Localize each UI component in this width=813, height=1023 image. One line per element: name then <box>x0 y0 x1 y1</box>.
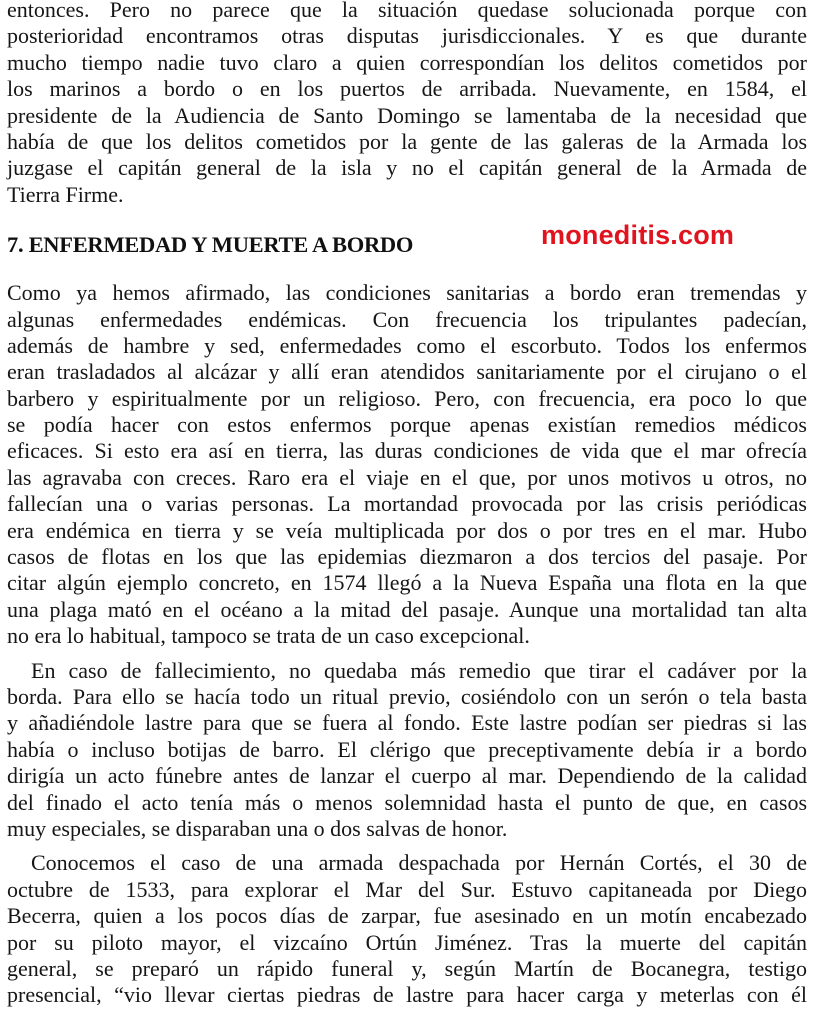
text-line: muy especiales, se disparaban una o dos salvas de honor. <box>7 815 508 841</box>
text-line: borda. Para ello se hacía todo un ritual previo, cosiéndolo con un serón o tela basta <box>7 683 807 709</box>
text-line: casos de flotas en los que las epidemias diezmaron a dos tercios del pasaje. Por <box>7 544 807 570</box>
text-line: eran trasladados al alcázar y allí eran atendidos sanitariamente por el cirujano o el <box>7 359 807 385</box>
paragraph-spacer <box>7 650 807 658</box>
text-line: dirigía un acto fúnebre antes de lanzar el cuerpo al mar. Dependiendo de la calidad <box>7 763 807 789</box>
text-line: se podía hacer con estos enfermos porque apenas existían remedios médicos <box>7 412 807 438</box>
text-line: juzgase el capitán general de la isla y no el capitán general de la Armada de <box>7 155 807 181</box>
paragraph-spacer <box>7 842 807 850</box>
text-line: había o incluso botijas de barro. El clérigo que preceptivamente debía ir a bordo <box>7 736 807 762</box>
text-line: una plaga mató en el océano a la mitad del pasaje. Aunque una mortalidad tan alta <box>7 596 807 622</box>
text-line: por su piloto mayor, el vizcaíno Ortún Jiménez. Tras la muerte del capitán <box>7 929 807 955</box>
watermark-text: moneditis.com <box>541 220 735 250</box>
text-line: no era lo habitual, tampoco se trata de un caso excepcional. <box>7 623 530 649</box>
text-line: eficaces. Si esto era así en tierra, las duras condiciones de vida que el mar ofrecía <box>7 438 807 464</box>
text-line: y añadiéndole lastre para que se fuera al fondo. Este lastre podían ser piedras si las <box>7 710 807 736</box>
text-line: las agravaba con creces. Raro era el viaje en el que, por unos motivos u otros, no <box>7 464 807 490</box>
body-paragraph <box>7 280 807 649</box>
text-line: Tierra Firme. <box>7 181 124 207</box>
text-line: general, se preparó un rápido funeral y, según Martín de Bocanegra, testigo <box>7 955 807 981</box>
text-line: fallecían una o varias personas. La mortandad provocada por las crisis periódicas <box>7 491 807 517</box>
text-line: del finado el acto tenía más o menos solemnidad hasta el punto de que, en casos <box>7 789 807 815</box>
text-line: Conocemos el caso de una armada despachada por Hernán Cortés, el 30 de <box>31 850 807 876</box>
text-line: entonces. Pero no parece que la situación quedase solucionada porque con <box>7 0 807 22</box>
text-line: algunas enfermedades endémicas. Con frecuencia los tripulantes padecían, <box>7 306 807 332</box>
text-line: había de que los delitos cometidos por la gente de las galeras de la Armada los <box>7 128 807 154</box>
intro-paragraph <box>7 0 807 208</box>
section-body <box>7 280 807 1009</box>
document-page <box>7 0 807 1009</box>
body-paragraph <box>7 850 807 1008</box>
section-heading: 7. ENFERMEDAD Y MUERTE A BORDO <box>7 232 414 258</box>
body-paragraph <box>7 658 807 843</box>
text-line: era endémica en tierra y se veía multiplicada por dos o por tres en el mar. Hubo <box>7 517 807 543</box>
text-line: citar algún ejemplo concreto, en 1574 llegó a la Nueva España una flota en la que <box>7 570 807 596</box>
text-line: barbero y espiritualmente por un religioso. Pero, con frecuencia, era poco lo que <box>7 385 807 411</box>
heading-spacer <box>7 258 807 280</box>
text-line: los marinos a bordo o en los puertos de arribada. Nuevamente, en 1584, el <box>7 76 807 102</box>
text-line: además de hambre y sed, enfermedades como el escorbuto. Todos los enfermos <box>7 332 807 358</box>
text-line: presencial, “vio llevar ciertas piedras de lastre para hacer carga y meterlas con él <box>7 982 807 1008</box>
text-line: octubre de 1533, para explorar el Mar del Sur. Estuvo capitaneada por Diego <box>7 876 807 902</box>
text-line: En caso de fallecimiento, no quedaba más remedio que tirar el cadáver por la <box>31 657 807 683</box>
text-line: Como ya hemos afirmado, las condiciones sanitarias a bordo eran tremendas y <box>7 280 807 306</box>
text-line: posterioridad encontramos otras disputas jurisdiccionales. Y es que durante <box>7 23 807 49</box>
text-line: presidente de la Audiencia de Santo Domingo se lamentaba de la necesidad que <box>7 102 807 128</box>
text-line: Becerra, quien a los pocos días de zarpar, fue asesinado en un motín encabezado <box>7 903 807 929</box>
text-line: mucho tiempo nadie tuvo claro a quien correspondían los delitos cometidos por <box>7 49 807 75</box>
